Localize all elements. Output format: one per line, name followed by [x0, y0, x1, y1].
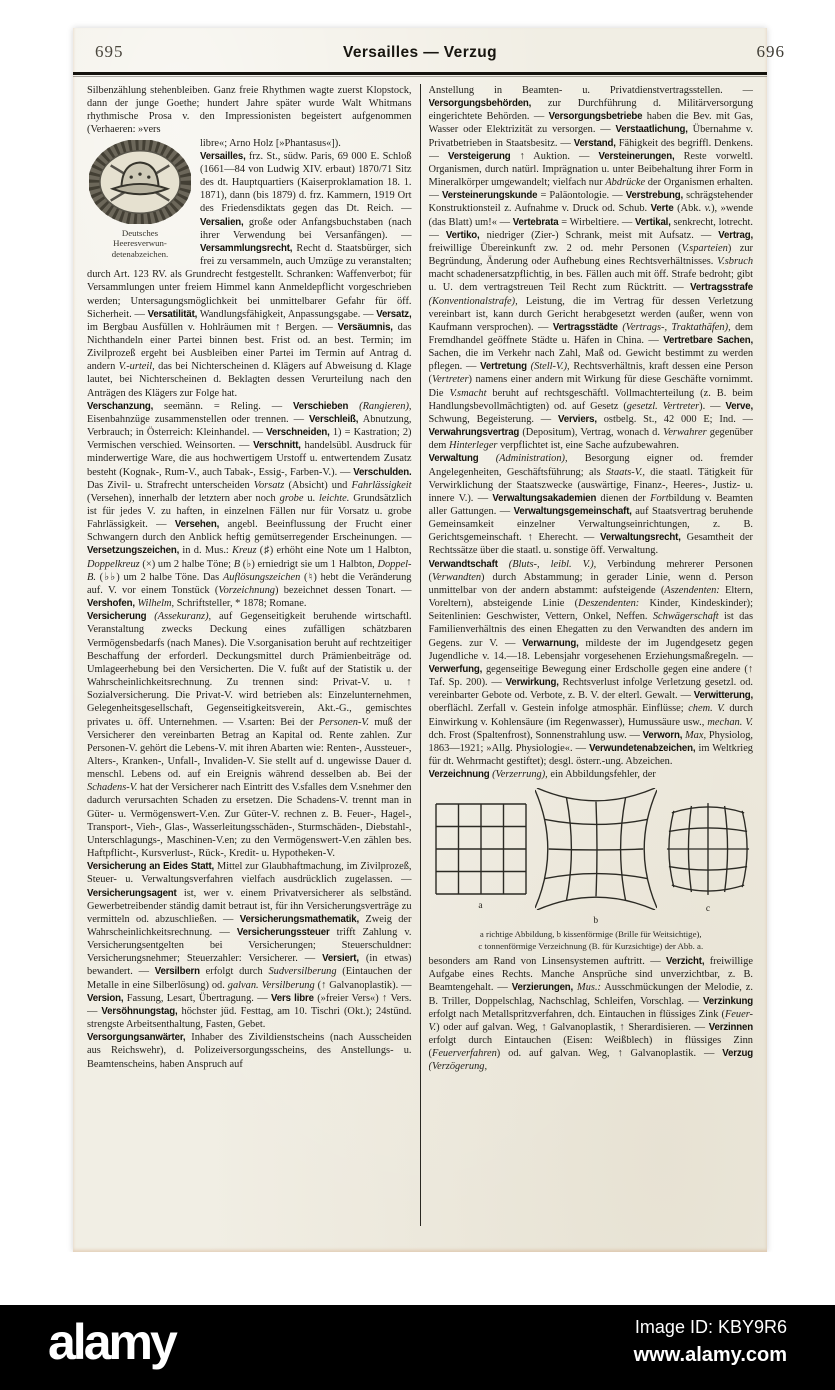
scan-margin: [0, 1252, 835, 1305]
paragraph: Silbenzählung stehenbleiben. Ganz freie Rhythmen wagte zuerst Klopstock, dann der junge Goethe; hundert Jahre später wurde Walt Whitmans rhythmische Prosa v. den Impressionisten begeistert aufgenommen (Verhaeren: »vers: [87, 85, 412, 136]
emblem-caption-line: Deutsches: [121, 227, 159, 238]
barrel-grid-illustration: [665, 800, 751, 898]
page-number-left: 695: [95, 42, 124, 61]
page-title: Versailles — Verzug: [342, 44, 498, 61]
grid-c-barrel: [665, 800, 751, 914]
paragraph: Verwaltung (Administration), Besorgung eigner od. fremder Angelegenheiten, Geschäftsführung; als Staats-V., die staatl. Tätigkeit für Verwirklichung der Staatszwecke (auswärtige, Finanz-, Heeres-, Justiz- u. innere V.). — Verwaltungsakademien dienen der Fortbildung v. Beamten aller Gattungen. — Verwaltungsgemeinschaft, auf Staatsvertrag beruhende Gemeinsamkeit einzelner Verwaltungseinrichtungen, z. B. Gerichtsgemeinschaft. ↑ Eherecht. — Verwaltungsrecht, Gesamtheit der Rechtssätze über die staatl. u. sonstige öff. Verwaltung.: [428, 453, 754, 557]
grid-c-label: c: [705, 904, 711, 915]
emblem-figure: [87, 140, 193, 260]
emblem-caption-line: Heeresverwun-: [113, 238, 167, 249]
paragraph: Versailles, frz. St., südw. Paris, 69 000 E. Schloß (1661—84 von Ludwig XIV. erbaut) 1870/71 Sitz des dt. Hauptquartiers (Kaiserproklamation 18. 1. 1871), dann (bis 1879) d. frz. Kammern, 1919 Ort des Friedensdiktats gegen das Dt. Reich. — Versalien, große oder Anfangsbuchstaben (nach ihrer Verwendung bei Versanfängen). — Versammlungsrecht, Recht d. Staatsbürger, sich frei zu versammeln, auch Umzüge zu veranstalten; durch Art. 123 RV. als Grundrecht festgestellt. Schranken: Waffenverbot; für Versammlungen unter freiem Himmel kann Anmeldepflicht vorgeschrieben werden; Untersagungsmöglichkeit bei unmittelbarer Gefahr für öff. Sicherheit. — Versatilität, Wandlungsfähigkeit, Anpassungsgabe. — Versatz, im Bergbau Ausfüllen v. Hohlräumen mit ↑ Bergen. — Versäumnis, das Nichthandeln einer Partei binnen best. Frist od. an best. Termin; im Zivilprozeß ergeht bei Ausbleiben einer Partei im Termin auf Antrag d. andern V.-urteil, das bei Nichterscheinen d. Klägers auf Abweisung d. Klage lautet, bei Nichterscheinen d. Beklagten dessen Verurteilung nach den Anträgen des Klägers zur Folge hat.: [87, 150, 412, 399]
pincushion-grid-illustration: [535, 788, 657, 910]
paragraph: Verwandtschaft (Bluts-, leibl. V.), Verbindung mehrerer Personen (Verwandten) durch Abstammung; in gerader Linie, wenn d. Person unmittelbar von der andern abstammt: aufsteigende (Aszendenten: Eltern, Voreltern), absteigende Linie (Deszendenten: Kinder, Kindeskinder); Seitenlinien: Geschwister, Vettern, Onkel, Neffen. Schwägerschaft ist das Familienverhältnis des einen Ehegatten zu den Verwandten des andern im Gegens. zur V. — Verwarnung, mildeste der im Jugendgesetz gegen Jugendliche v. 14.—18. Lebensjahr vorgesehenen Erziehungsmaßregeln. — Verwerfung, gegenseitige Bewegung einer Erdscholle gegen eine andere (↑ Taf. Sp. 200). — Verwirkung, Rechtsverlust infolge Verletzung gesetzl. od. vereinbarter Gebote od. Verbote, z. B. V. der elterl. Gewalt. — Verwitterung, oberflächl. Zerfall v. Gestein infolge atmosphär. Einflüsse; chem. V. durch Einwirkung v. Kohlensäure (im Regenwasser), Humussäure usw., mechan. V. dch. Frost (Spaltenfrost), Sonnenstrahlung usw. — Verworn, Max, Physiolog, 1863—1921; »Allg. Physiologie«. — Verwundetenabzeichen, im Weltkrieg für dt. Wehrmacht gestiftet); desgl. österr.-ung. Abzeichen.: [428, 558, 754, 767]
wound-badge-illustration: [89, 140, 191, 224]
grid-b-pincushion: [535, 788, 657, 926]
column-left: [87, 84, 412, 1240]
column-right: [429, 84, 754, 1240]
page-number-right: 696: [756, 42, 785, 61]
figure-caption: [429, 929, 754, 952]
alamy-url-text: www.alamy.com: [633, 1344, 787, 1366]
two-column-text: [73, 75, 767, 1240]
paragraph: Verschanzung, seemänn. = Reling. — Verschieben (Rangieren), Eisenbahnzüge zusammenstellen oder trennen. — Verschleiß, Abnutzung, Verbrauch; in Österreich: Kleinhandel. — Verschneiden, 1) = Kastration; 2) Vermischen verschied. Weinsorten. — Verschnitt, handelsübl. Ausdruck für minderwertige Ware, die aus hochwertigem Urstoff u. entwertendem Zusatz besteht (Kognak-, Rum-V., auch Tabak-, Essig-, Farben-V.). — Verschulden. Das Zivil- u. Strafrecht unterscheiden Vorsatz (Absicht) und Fahrlässigkeit (Versehen), innerhalb der letztern aber noch grobe u. leichte. Grundsätzlich ist für jedes V. zu haften, in einzelnen Fällen nur für Vorsatz u. grobe Fahrlässigkeit. — Versehen, angebl. Beeinflussung der Frucht einer Schwangern durch den Anblick heftig gemütserregender Erscheinungen. — Versetzungszeichen, in d. Mus.: Kreuz (♯) erhöht eine Note um 1 Halbton, Doppelkreuz (×) um 2 halbe Töne; B (♭) erniedrigt sie um 1 Halbton, Doppel-B. (♭♭) um 2 halbe Töne. Das Auflösungszeichen (♮) hebt die Veränderung auf. V. vor einem Tonstück (Vorzeichnung) bezeichnet dessen Tonart. — Vershofen, Wilhelm, Schriftsteller, * 1878; Romane.: [87, 400, 412, 610]
emblem-caption-line: detenabzeichen.: [111, 248, 169, 259]
page-header: [73, 28, 785, 75]
figure-caption-line: c tonnenförmige Verzeichnung (B. für Kurzsichtige) der Abb. a.: [478, 940, 704, 951]
paragraph: Verzeichnung (Verzerrung), ein Abbildungsfehler, der: [428, 769, 656, 781]
paragraph: Versicherung an Eides Statt, Mittel zur Glaubhaftmachung, im Zivilprozeß, Steuer- u. Verwaltungsverfahren vielfach ausdrücklich zugelassen. — Versicherungsagent ist, wer v. einem Privatversicherer als selbständ. Gewerbetreibender ständig damit betraut ist, für ihn Versicherungsverträge zu vermitteln od. abzuschließen. — Versicherungsmathematik, Zweig der Wahrscheinlichkeitsrechnung. — Versicherungssteuer trifft Zahlung v. Versicherungsentgelten bei Versicherungen; Steuerschuldner: Versicherungsnehmer; Steuerzahler: Versicherer. — Versiert, (in etwas) bewandert. — Versilbern erfolgt durch Sudversilberung (Eintauchen der Metalle in eine Silberlösung) od. galvan. Versilberung (↑ Galvanoplastik). — Version, Fassung, Lesart, Übertragung. — Vers libre (»freier Vers«) ↑ Vers. — Versöhnungstag, höchster jüd. Festtag, am 10. Tischri (Okt.); 24stünd. strengste Arbeitsenthaltung, Fasten, Gebet.: [87, 861, 412, 1031]
grid-a-correct: [435, 803, 527, 911]
figure-caption-line: a richtige Abbildung, b kissenförmige (Brille für Weitsichtige),: [479, 929, 702, 940]
square-grid-illustration: [435, 803, 527, 895]
grid-b-label: b: [593, 916, 599, 927]
image-id-text: Image ID: KBY9R6: [634, 1317, 787, 1337]
scanned-dictionary-page: [73, 28, 785, 1252]
alamy-watermark-bar: [0, 1305, 835, 1390]
paragraph: Versorgungsanwärter, Inhaber des Zivildienstscheins (nach Ausscheiden aus Reichswehr), d. Polizeiversorgungsscheins, des Anstellungs- u. Beamtenscheins, haben Anspruch auf: [87, 1032, 412, 1070]
watermark-info: [634, 1317, 787, 1367]
paragraph: libre«; Arno Holz [»Phantasus«]).: [200, 137, 341, 149]
alamy-logo: alamy: [48, 1314, 175, 1370]
paragraph: besonders am Rand von Linsensystemen auftritt. — Verzicht, freiwillige Aufgabe eines Rechts. Manche Ansprüche sind unverzichtbar, z. B. Beamtengehalt. — Verzierungen, Mus.: Ausschmückungen der Melodie, z. B. Triller, Doppelschlag, Nachschlag, Schleifen, Vorschlag. — Verzinkung erfolgt nach Metallspritzverfahren, dch. Eintauchen in flüssiges Zink (Feuer-V.) oder auf galvan. Weg, ↑ Galvanoplastik, ↑ Sherardisieren. — Verzinnen erfolgt durch Eintauchen (Eisen: Weißblech) in flüssiges Zinn (Feuerverfahren) od. auf galvan. Weg, ↑ Galvanoplastik. — Verzug (Verzögerung,: [428, 956, 754, 1073]
distortion-grids: [429, 786, 754, 926]
grid-a-label: a: [478, 901, 483, 912]
paragraph: Anstellung in Beamten- u. Privatdienstvertragsstellen. — Versorgungsbehörden, zur Durchführung d. Militärversorgung eingerichtete Behörden. — Versorgungsbetriebe haben die Bev. mit Gas, Wasser oder Elektrizität zu versorgen. — Verstaatlichung, Übernahme v. Privatbetrieben in Staatsbesitz. — Verstand, Fähigkeit des begriffl. Denkens. — Versteigerung ↑ Auktion. — Versteinerungen, Reste vorweltl. Organismen, durch natürl. Imprägnation u. unter Beibehaltung ihrer Form in Mineralkörper umgewandelt; vielfach nur Abdrücke der Organismen erhalten. — Versteinerungskunde = Paläontologie. — Verstrebung, schrägstehender Konstruktionsteil z. Aufnahme v. Druck od. Schub. Verte (Abk. v.), »wende (das Blatt) um!« — Vertebrata = Wirbeltiere. — Vertikal, senkrecht, lotrecht. — Vertiko, niedriger (Zier-) Schrank, meist mit Aufsatz. — Vertrag, freiwillige Übereinkunft zw. 2 od. mehr Personen (V.sparteien) zur Begründung, Änderung oder Aufhebung eines Rechtsverhältnisses. V.sbruch macht schadenersatzpflichtig, in bes. Fällen auch mit öff. Strafe bedroht; gibt u. U. dem vertragstreuen Teil Recht zum Rücktritt. — Vertragsstrafe (Konventionalstrafe), Leistung, die im Vertrag für dessen Verletzung vereinbart ist, kann durch Gericht herabgesetzt werden (außer, wenn von Kaufmann versprochen). — Vertragsstädte (Vertrags-, Traktathäfen), dem Fremdhandel geöffnete Städte u. Häfen in China. — Vertretbare Sachen, Sachen, die im Verkehr nach Zahl, Maß od. Gewicht bestimmt zu werden pflegen. — Vertretung (Stell-V.), Rechtsverhältnis, kraft dessen eine Person (Vertreter) namens einer andern mit Wirkung für diese Geschäfte vornimmt. Die V.smacht beruht auf rechtsgeschäftl. Vollmachterteilung (z. B. beim Handlungsbevollmächtigten) od. auf Gesetz (gesetzl. Vertreter). — Verve, Schwung, Begeisterung. — Verviers, ostbelg. St., 42 000 E; Ind. — Verwahrungsvertrag (Depositum), Vertrag, wonach d. Verwahrer gegenüber dem Hinterleger verpflichtet ist, eine Sache aufzubewahren.: [428, 85, 754, 452]
column-divider: [420, 84, 421, 1226]
distortion-figure: [429, 786, 754, 952]
emblem-caption: [87, 228, 193, 260]
paragraph: Versicherung (Assekuranz), auf Gegenseitigkeit beruhende wirtschaftl. Veranstaltung zwecks Deckung eines zufälligen schätzbaren Vermögensbedarfs (nach Manes). Die V.sorganisation beruht auf rechtzeitiger Beschaffung der erforderl. Deckungsmittel durch Prämienbeiträge od. Umlageerhebung bei den Versicherten. Die V. fußt auf der Statistik u. der Wahrscheinlichkeitsrechnung. Zu trennen sind: Privat-V. u. ↑ Sozialversicherung. Die Privat-V. wird betrieben als: Einzelunternehmen, Gelegenheitsgesellschaft, Gegenseitigkeitsverein, Akt.-G., gemischtes privates u. öff. Unternehmen. — V.sarten: Bei der Personen-V. muß der Versicherer den vereinbarten Betrag an Kapital od. Rente zahlen. Zur Personen-V. gehört die Lebens-V. mit ihren Abarten wie: Renten-, Aussteuer-, Alters-, Kranken-, Unfall-, Invaliden-V. Sie stellt auf d. ungewisse Dauer d. menschl. Lebens od. auf ein Ereignis während desselben ab. Bei der Schadens-V. hat der Versicherer nach Eintritt des V.sfalles dem V.snehmer den dadurch verursachten Schaden zu ersetzen. Die Schadens-V. trennt man in Güter- u. Vermögenswert-V.en. Zur Güter-V. rechnen z. B. Feuer-, Hagel-, Transport-, Vieh-, Glas-, Wasserleitungsschäden-, Sturmschäden-, Diebstahl-, Unterschlagungs-, Maschinen-V.en; zu den Vermögenswert-V.en zählen bes. Haftpflicht-, Kursverlust-, Rück-, Kredit- u. Hypotheken-V.: [87, 611, 412, 860]
